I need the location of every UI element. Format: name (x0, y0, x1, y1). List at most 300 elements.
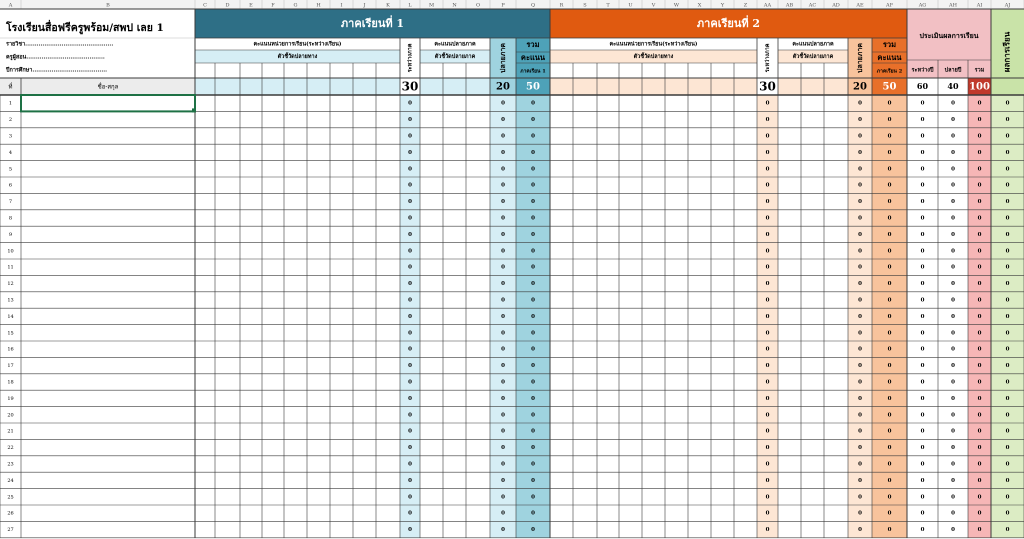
score-cell[interactable]: 0 (531, 346, 535, 353)
score-cell[interactable]: 0 (858, 248, 862, 255)
score-cell[interactable]: 0 (531, 527, 535, 534)
score-cell[interactable]: 0 (951, 363, 955, 370)
score-cell[interactable]: 0 (531, 412, 535, 419)
score-cell[interactable]: 0 (920, 133, 925, 140)
score-cell[interactable]: 0 (501, 199, 505, 206)
score-cell[interactable]: 0 (977, 199, 982, 206)
score-cell[interactable]: 0 (977, 494, 982, 501)
selected-cell[interactable] (21, 95, 195, 111)
score-cell[interactable]: 0 (408, 510, 412, 517)
score-cell[interactable]: 0 (920, 166, 925, 173)
column-letter[interactable]: AH (949, 2, 957, 9)
column-letter[interactable]: G (293, 2, 298, 9)
score-cell[interactable]: 0 (765, 199, 770, 206)
score-cell[interactable]: 0 (531, 182, 535, 189)
score-cell[interactable]: 0 (951, 231, 955, 238)
score-cell[interactable]: 0 (858, 527, 862, 534)
score-cell[interactable]: 0 (920, 182, 925, 189)
score-cell[interactable]: 0 (531, 461, 535, 468)
score-cell[interactable]: 0 (765, 445, 770, 452)
score-cell[interactable]: 0 (531, 248, 535, 255)
score-cell[interactable]: 0 (951, 412, 955, 419)
score-cell[interactable]: 0 (531, 199, 535, 206)
column-letter[interactable]: AG (918, 2, 927, 9)
score-cell[interactable]: 0 (408, 166, 412, 173)
score-cell[interactable]: 0 (858, 264, 862, 271)
score-cell[interactable]: 0 (765, 215, 770, 222)
score-cell[interactable]: 0 (501, 428, 505, 435)
score-cell[interactable]: 0 (920, 461, 925, 468)
score-cell[interactable]: 0 (408, 412, 412, 419)
score-cell[interactable]: 0 (858, 412, 862, 419)
score-cell[interactable]: 0 (1005, 182, 1010, 189)
score-cell[interactable]: 0 (977, 149, 982, 156)
score-cell[interactable]: 0 (408, 379, 412, 386)
score-cell[interactable]: 0 (977, 231, 982, 238)
column-letter[interactable]: B (106, 2, 110, 9)
score-cell[interactable]: 0 (977, 330, 982, 337)
score-cell[interactable]: 0 (858, 231, 862, 238)
score-cell[interactable]: 0 (920, 363, 925, 370)
score-cell[interactable]: 0 (858, 199, 862, 206)
score-cell[interactable]: 0 (858, 149, 862, 156)
score-cell[interactable]: 0 (1005, 248, 1010, 255)
score-cell[interactable]: 0 (951, 313, 955, 320)
score-cell[interactable]: 0 (887, 527, 892, 534)
score-cell[interactable]: 0 (951, 199, 955, 206)
score-cell[interactable]: 0 (887, 264, 892, 271)
score-cell[interactable]: 0 (920, 510, 925, 517)
score-cell[interactable]: 0 (858, 313, 862, 320)
score-cell[interactable]: 0 (408, 395, 412, 402)
score-cell[interactable]: 0 (977, 395, 982, 402)
score-cell[interactable]: 0 (408, 231, 412, 238)
score-cell[interactable]: 0 (951, 510, 955, 517)
score-cell[interactable]: 0 (977, 527, 982, 534)
score-cell[interactable]: 0 (765, 477, 770, 484)
column-letter[interactable]: AC (808, 2, 817, 9)
score-cell[interactable]: 0 (977, 461, 982, 468)
column-letter[interactable]: E (249, 2, 253, 9)
score-cell[interactable]: 0 (858, 182, 862, 189)
score-cell[interactable]: 0 (501, 445, 505, 452)
score-cell[interactable]: 0 (1005, 231, 1010, 238)
score-cell[interactable]: 0 (887, 313, 892, 320)
score-cell[interactable]: 0 (408, 100, 412, 107)
score-cell[interactable]: 0 (501, 313, 505, 320)
score-cell[interactable]: 0 (951, 477, 955, 484)
score-cell[interactable]: 0 (501, 527, 505, 534)
score-cell[interactable]: 0 (501, 100, 505, 107)
score-cell[interactable]: 0 (951, 527, 955, 534)
score-cell[interactable]: 0 (858, 379, 862, 386)
score-cell[interactable]: 0 (765, 461, 770, 468)
score-cell[interactable]: 0 (858, 346, 862, 353)
score-cell[interactable]: 0 (531, 363, 535, 370)
score-cell[interactable]: 0 (765, 166, 770, 173)
column-letter[interactable]: V (651, 2, 656, 9)
score-cell[interactable]: 0 (887, 510, 892, 517)
score-cell[interactable]: 0 (977, 166, 982, 173)
score-cell[interactable]: 0 (1005, 527, 1010, 534)
score-cell[interactable]: 0 (858, 100, 862, 107)
score-cell[interactable]: 0 (408, 363, 412, 370)
score-cell[interactable]: 0 (887, 297, 892, 304)
score-cell[interactable]: 0 (501, 346, 505, 353)
score-cell[interactable]: 0 (951, 445, 955, 452)
score-cell[interactable]: 0 (887, 346, 892, 353)
score-cell[interactable]: 0 (531, 281, 535, 288)
score-cell[interactable]: 0 (408, 248, 412, 255)
column-letter[interactable]: A (8, 2, 13, 9)
score-cell[interactable]: 0 (1005, 149, 1010, 156)
score-cell[interactable]: 0 (531, 133, 535, 140)
score-cell[interactable]: 0 (920, 215, 925, 222)
score-cell[interactable]: 0 (887, 461, 892, 468)
score-cell[interactable]: 0 (531, 231, 535, 238)
score-cell[interactable]: 0 (765, 527, 770, 534)
score-cell[interactable]: 0 (977, 363, 982, 370)
score-cell[interactable]: 0 (858, 428, 862, 435)
score-cell[interactable]: 0 (858, 510, 862, 517)
score-cell[interactable]: 0 (1005, 510, 1010, 517)
score-cell[interactable]: 0 (920, 527, 925, 534)
score-cell[interactable]: 0 (887, 248, 892, 255)
score-cell[interactable]: 0 (887, 281, 892, 288)
score-cell[interactable]: 0 (951, 395, 955, 402)
score-cell[interactable]: 0 (408, 445, 412, 452)
score-cell[interactable]: 0 (1005, 461, 1010, 468)
score-cell[interactable]: 0 (920, 330, 925, 337)
score-cell[interactable]: 0 (977, 313, 982, 320)
score-cell[interactable]: 0 (858, 133, 862, 140)
score-cell[interactable]: 0 (858, 477, 862, 484)
score-cell[interactable]: 0 (501, 379, 505, 386)
score-cell[interactable]: 0 (501, 477, 505, 484)
score-cell[interactable]: 0 (951, 461, 955, 468)
score-cell[interactable]: 0 (951, 133, 955, 140)
score-cell[interactable]: 0 (920, 231, 925, 238)
column-letter[interactable]: F (271, 2, 275, 9)
score-cell[interactable]: 0 (765, 264, 770, 271)
score-cell[interactable]: 0 (977, 248, 982, 255)
score-cell[interactable]: 0 (887, 412, 892, 419)
score-cell[interactable]: 0 (408, 281, 412, 288)
score-cell[interactable]: 0 (501, 264, 505, 271)
score-cell[interactable]: 0 (977, 264, 982, 271)
score-cell[interactable]: 0 (1005, 477, 1010, 484)
column-letter[interactable]: Z (743, 2, 748, 9)
score-cell[interactable]: 0 (765, 412, 770, 419)
score-cell[interactable]: 0 (858, 461, 862, 468)
score-cell[interactable]: 0 (408, 477, 412, 484)
column-letter[interactable]: Q (530, 2, 536, 9)
score-cell[interactable]: 0 (858, 494, 862, 501)
score-cell[interactable]: 0 (977, 445, 982, 452)
score-cell[interactable]: 0 (977, 133, 982, 140)
score-cell[interactable]: 0 (1005, 199, 1010, 206)
score-cell[interactable]: 0 (531, 297, 535, 304)
score-cell[interactable]: 0 (1005, 313, 1010, 320)
score-cell[interactable]: 0 (765, 313, 770, 320)
score-cell[interactable]: 0 (408, 428, 412, 435)
score-cell[interactable]: 0 (531, 149, 535, 156)
score-cell[interactable]: 0 (765, 330, 770, 337)
score-cell[interactable]: 0 (408, 330, 412, 337)
score-cell[interactable]: 0 (887, 182, 892, 189)
score-cell[interactable]: 0 (858, 445, 862, 452)
score-cell[interactable]: 0 (920, 477, 925, 484)
column-letter[interactable]: W (673, 2, 680, 9)
score-cell[interactable]: 0 (977, 379, 982, 386)
score-cell[interactable]: 0 (408, 199, 412, 206)
score-cell[interactable]: 0 (887, 379, 892, 386)
score-cell[interactable]: 0 (531, 510, 535, 517)
score-cell[interactable]: 0 (858, 330, 862, 337)
score-cell[interactable]: 0 (887, 395, 892, 402)
score-cell[interactable]: 0 (951, 346, 955, 353)
score-cell[interactable]: 0 (977, 281, 982, 288)
score-cell[interactable]: 0 (858, 215, 862, 222)
score-cell[interactable]: 0 (1005, 133, 1010, 140)
score-cell[interactable]: 0 (1005, 346, 1010, 353)
score-cell[interactable]: 0 (887, 330, 892, 337)
score-cell[interactable]: 0 (887, 133, 892, 140)
score-cell[interactable]: 0 (765, 510, 770, 517)
score-cell[interactable]: 0 (951, 330, 955, 337)
column-letter[interactable]: S (583, 2, 587, 9)
score-cell[interactable]: 0 (1005, 281, 1010, 288)
score-cell[interactable]: 0 (887, 494, 892, 501)
score-cell[interactable]: 0 (920, 248, 925, 255)
score-cell[interactable]: 0 (1005, 428, 1010, 435)
score-cell[interactable]: 0 (1005, 395, 1010, 402)
score-cell[interactable]: 0 (765, 346, 770, 353)
score-cell[interactable]: 0 (920, 379, 925, 386)
column-letter[interactable]: M (428, 2, 435, 9)
score-cell[interactable]: 0 (887, 117, 892, 124)
score-cell[interactable]: 0 (887, 231, 892, 238)
year-line[interactable]: ปีการศึกษา....................................... (6, 67, 108, 74)
score-cell[interactable]: 0 (920, 199, 925, 206)
score-cell[interactable]: 0 (408, 117, 412, 124)
score-cell[interactable]: 0 (887, 149, 892, 156)
score-cell[interactable]: 0 (765, 117, 770, 124)
column-letter[interactable]: Y (720, 2, 725, 9)
score-cell[interactable]: 0 (531, 330, 535, 337)
score-cell[interactable]: 0 (408, 346, 412, 353)
score-cell[interactable]: 0 (977, 510, 982, 517)
score-cell[interactable]: 0 (531, 166, 535, 173)
score-cell[interactable]: 0 (977, 428, 982, 435)
column-letter[interactable]: P (501, 2, 505, 9)
score-cell[interactable]: 0 (858, 117, 862, 124)
score-cell[interactable]: 0 (887, 215, 892, 222)
column-letter[interactable]: AE (856, 2, 864, 9)
score-cell[interactable]: 0 (1005, 100, 1010, 107)
score-cell[interactable]: 0 (920, 445, 925, 452)
score-cell[interactable]: 0 (951, 379, 955, 386)
score-cell[interactable]: 0 (951, 215, 955, 222)
column-letter[interactable]: T (606, 2, 610, 9)
score-cell[interactable]: 0 (531, 445, 535, 452)
score-cell[interactable]: 0 (501, 182, 505, 189)
score-cell[interactable]: 0 (1005, 412, 1010, 419)
column-letter[interactable]: H (316, 2, 321, 9)
score-cell[interactable]: 0 (408, 149, 412, 156)
score-cell[interactable]: 0 (1005, 297, 1010, 304)
column-letter[interactable]: I (340, 2, 343, 9)
score-cell[interactable]: 0 (408, 297, 412, 304)
score-cell[interactable]: 0 (408, 133, 412, 140)
score-cell[interactable]: 0 (765, 133, 770, 140)
score-cell[interactable]: 0 (1005, 330, 1010, 337)
score-cell[interactable]: 0 (531, 264, 535, 271)
score-cell[interactable]: 0 (1005, 494, 1010, 501)
score-cell[interactable]: 0 (501, 461, 505, 468)
score-cell[interactable]: 0 (951, 297, 955, 304)
score-cell[interactable]: 0 (531, 477, 535, 484)
score-cell[interactable]: 0 (531, 428, 535, 435)
score-cell[interactable]: 0 (858, 166, 862, 173)
teacher-line[interactable]: ครูผู้สอน......................................... (6, 54, 105, 61)
score-cell[interactable]: 0 (765, 182, 770, 189)
score-cell[interactable]: 0 (408, 264, 412, 271)
score-cell[interactable]: 0 (887, 363, 892, 370)
score-cell[interactable]: 0 (951, 264, 955, 271)
score-cell[interactable]: 0 (887, 477, 892, 484)
score-cell[interactable]: 0 (951, 117, 955, 124)
score-cell[interactable]: 0 (501, 395, 505, 402)
column-letter[interactable]: U (628, 2, 633, 9)
score-cell[interactable]: 0 (765, 363, 770, 370)
score-cell[interactable]: 0 (951, 100, 955, 107)
score-cell[interactable]: 0 (501, 494, 505, 501)
column-letter[interactable]: R (559, 2, 564, 9)
score-cell[interactable]: 0 (858, 297, 862, 304)
column-letter[interactable]: AF (885, 2, 894, 9)
score-cell[interactable]: 0 (977, 182, 982, 189)
score-cell[interactable]: 0 (1005, 166, 1010, 173)
score-cell[interactable]: 0 (1005, 215, 1010, 222)
score-cell[interactable]: 0 (887, 445, 892, 452)
score-cell[interactable]: 0 (531, 494, 535, 501)
score-cell[interactable]: 0 (920, 117, 925, 124)
score-cell[interactable]: 0 (951, 281, 955, 288)
score-cell[interactable]: 0 (765, 281, 770, 288)
column-letter[interactable]: L (408, 2, 412, 9)
score-cell[interactable]: 0 (887, 428, 892, 435)
score-cell[interactable]: 0 (501, 149, 505, 156)
column-letter[interactable]: C (203, 2, 207, 9)
score-cell[interactable]: 0 (920, 412, 925, 419)
score-cell[interactable]: 0 (920, 395, 925, 402)
score-cell[interactable]: 0 (531, 379, 535, 386)
score-cell[interactable]: 0 (501, 215, 505, 222)
score-cell[interactable]: 0 (920, 428, 925, 435)
score-cell[interactable]: 0 (765, 428, 770, 435)
score-cell[interactable]: 0 (765, 494, 770, 501)
score-cell[interactable]: 0 (408, 215, 412, 222)
score-cell[interactable]: 0 (977, 477, 982, 484)
column-letter[interactable]: X (697, 2, 702, 9)
score-cell[interactable]: 0 (858, 363, 862, 370)
score-cell[interactable]: 0 (951, 182, 955, 189)
column-letter[interactable]: K (386, 2, 390, 9)
score-cell[interactable]: 0 (920, 264, 925, 271)
score-cell[interactable]: 0 (501, 133, 505, 140)
score-cell[interactable]: 0 (765, 395, 770, 402)
column-letter[interactable]: AJ (1004, 2, 1011, 9)
score-cell[interactable]: 0 (858, 281, 862, 288)
column-letter[interactable]: AA (763, 2, 772, 9)
score-cell[interactable]: 0 (765, 231, 770, 238)
score-cell[interactable]: 0 (765, 100, 770, 107)
score-cell[interactable]: 0 (501, 248, 505, 255)
score-cell[interactable]: 0 (531, 313, 535, 320)
score-cell[interactable]: 0 (501, 510, 505, 517)
score-cell[interactable]: 0 (977, 346, 982, 353)
score-cell[interactable]: 0 (920, 281, 925, 288)
score-cell[interactable]: 0 (920, 149, 925, 156)
score-cell[interactable]: 0 (765, 248, 770, 255)
score-cell[interactable]: 0 (501, 166, 505, 173)
score-cell[interactable]: 0 (408, 461, 412, 468)
score-cell[interactable]: 0 (501, 297, 505, 304)
column-letter[interactable]: AB (785, 2, 794, 9)
score-cell[interactable]: 0 (951, 149, 955, 156)
score-cell[interactable]: 0 (501, 412, 505, 419)
score-cell[interactable]: 0 (408, 527, 412, 534)
score-cell[interactable]: 0 (1005, 363, 1010, 370)
score-cell[interactable]: 0 (408, 182, 412, 189)
score-cell[interactable]: 0 (531, 100, 535, 107)
score-cell[interactable]: 0 (858, 395, 862, 402)
score-cell[interactable]: 0 (765, 297, 770, 304)
fill-handle[interactable] (192, 108, 196, 112)
score-cell[interactable]: 0 (408, 494, 412, 501)
score-cell[interactable]: 0 (765, 149, 770, 156)
column-letter[interactable]: AI (976, 2, 983, 9)
column-letter[interactable]: N (452, 2, 457, 9)
score-cell[interactable]: 0 (951, 248, 955, 255)
score-cell[interactable]: 0 (920, 494, 925, 501)
column-letter[interactable]: D (225, 2, 230, 9)
score-cell[interactable]: 0 (951, 494, 955, 501)
score-cell[interactable]: 0 (501, 281, 505, 288)
score-cell[interactable]: 0 (887, 199, 892, 206)
column-letter[interactable]: AD (832, 2, 840, 9)
score-cell[interactable]: 0 (920, 313, 925, 320)
score-cell[interactable]: 0 (501, 117, 505, 124)
score-cell[interactable]: 0 (977, 215, 982, 222)
score-cell[interactable]: 0 (977, 117, 982, 124)
score-cell[interactable]: 0 (501, 363, 505, 370)
score-cell[interactable]: 0 (920, 297, 925, 304)
column-letter[interactable]: J (363, 2, 366, 9)
score-cell[interactable]: 0 (501, 231, 505, 238)
score-cell[interactable]: 0 (920, 346, 925, 353)
score-cell[interactable]: 0 (977, 297, 982, 304)
score-cell[interactable]: 0 (887, 166, 892, 173)
score-cell[interactable]: 0 (531, 117, 535, 124)
score-cell[interactable]: 0 (920, 100, 925, 107)
score-cell[interactable]: 0 (408, 313, 412, 320)
score-cell[interactable]: 0 (765, 379, 770, 386)
score-cell[interactable]: 0 (531, 395, 535, 402)
subject-line[interactable]: รายวิชา.............................................. (6, 41, 114, 48)
score-cell[interactable]: 0 (951, 428, 955, 435)
